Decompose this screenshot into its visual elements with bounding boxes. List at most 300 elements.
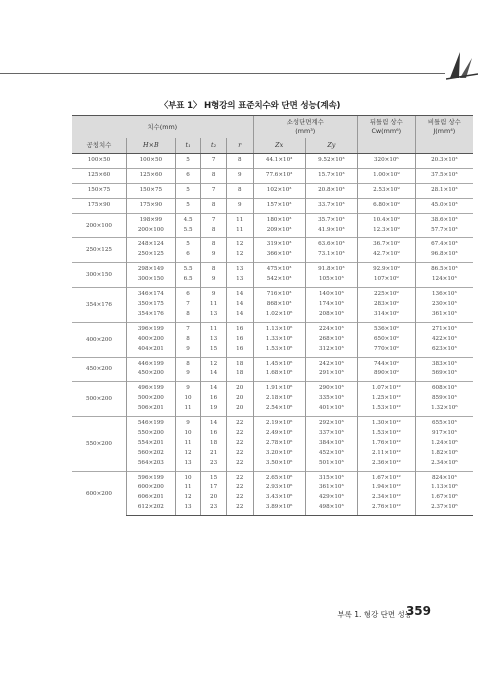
table-cell: 22 — [226, 493, 253, 503]
table-cell: 283×10⁹ — [357, 300, 415, 310]
table-cell: 383×10³ — [415, 357, 473, 369]
table-row — [72, 226, 473, 238]
table-cell: 1.53×10¹² — [357, 404, 415, 416]
table-row — [72, 238, 473, 250]
zy-col-header: Zy — [305, 138, 357, 154]
table-cell: 33.7×10³ — [305, 198, 357, 213]
table-cell: 14 — [201, 382, 227, 394]
table-cell: 5 — [175, 154, 201, 169]
table-cell: 290×10³ — [305, 382, 357, 394]
header-rule — [0, 73, 445, 74]
footer-section: 부록 1. 형강 단면 성능 — [337, 610, 412, 619]
table-cell: 16 — [226, 322, 253, 334]
nominal-col-header: 공칭치수 — [72, 138, 126, 154]
table-cell: 11 — [201, 300, 227, 310]
table-cell: 564×203 — [126, 459, 175, 471]
table-row — [72, 382, 473, 394]
table-cell: 1.82×10⁶ — [415, 449, 473, 459]
table-row — [72, 369, 473, 381]
table-cell: 384×10³ — [305, 439, 357, 449]
table-cell: 41.9×10³ — [305, 226, 357, 238]
table-cell: 312×10³ — [305, 345, 357, 357]
t1-col-header: t₁ — [175, 138, 201, 154]
table-cell: 198×99 — [126, 213, 175, 225]
table-cell: 13 — [226, 263, 253, 275]
table-cell: 9 — [175, 345, 201, 357]
table-row — [72, 310, 473, 322]
table-row — [72, 394, 473, 404]
table-cell: 8 — [201, 263, 227, 275]
table-cell: 20 — [226, 394, 253, 404]
table-cell: 5.5 — [175, 263, 201, 275]
table-cell: 38.6×10³ — [415, 213, 473, 225]
table-row — [72, 483, 473, 493]
table-cell: 14 — [226, 288, 253, 300]
table-cell: 125×60 — [126, 168, 175, 183]
table-cell: 1.53×10¹² — [357, 429, 415, 439]
nominal-size-cell: 450×200 — [72, 357, 126, 382]
table-cell: 9 — [201, 275, 227, 287]
table-cell: 650×10⁹ — [357, 335, 415, 345]
table-cell: 20 — [226, 382, 253, 394]
table-cell: 5 — [175, 238, 201, 250]
table-cell: 5 — [175, 183, 201, 198]
table-cell: 5.5 — [175, 226, 201, 238]
r-col-header: r — [226, 138, 253, 154]
table-cell: 475×10³ — [253, 263, 305, 275]
table-cell: 1.33×10⁶ — [253, 335, 305, 345]
table-cell: 22 — [226, 439, 253, 449]
nominal-size-cell: 150×75 — [72, 183, 126, 198]
table-cell: 3.89×10⁶ — [253, 503, 305, 515]
table-cell: 446×199 — [126, 357, 175, 369]
table-cell: 2.76×10¹² — [357, 503, 415, 515]
table-cell: 102×10³ — [253, 183, 305, 198]
table-cell: 429×10³ — [305, 493, 357, 503]
table-row — [72, 449, 473, 459]
table-cell: 10 — [175, 394, 201, 404]
table-cell: 28.1×10³ — [415, 183, 473, 198]
table-cell: 536×10⁹ — [357, 322, 415, 334]
table-cell: 2.34×10⁶ — [415, 459, 473, 471]
table-cell: 2.78×10⁶ — [253, 439, 305, 449]
table-cell: 314×10⁹ — [357, 310, 415, 322]
table-cell: 107×10⁹ — [357, 275, 415, 287]
table-cell: 361×10³ — [415, 310, 473, 322]
table-cell: 13 — [175, 459, 201, 471]
table-cell: 13 — [175, 503, 201, 515]
table-cell: 569×10³ — [415, 369, 473, 381]
table-cell: 11 — [175, 439, 201, 449]
table-cell: 8 — [175, 310, 201, 322]
table-cell: 824×10³ — [415, 471, 473, 483]
table-cell: 9.52×10³ — [305, 154, 357, 169]
table-cell: 354×176 — [126, 310, 175, 322]
table-cell: 6.5 — [175, 275, 201, 287]
table-cell: 346×174 — [126, 288, 175, 300]
table-cell: 96.8×10³ — [415, 250, 473, 262]
table-cell: 542×10³ — [253, 275, 305, 287]
table-row — [72, 198, 473, 213]
table-cell: 608×10³ — [415, 382, 473, 394]
table-cell: 1.53×10⁶ — [253, 345, 305, 357]
nominal-size-cell: 100×50 — [72, 154, 126, 169]
table-row — [72, 288, 473, 300]
table-cell: 1.13×10⁶ — [415, 483, 473, 493]
table-cell: 35.7×10³ — [305, 213, 357, 225]
table-cell: 7 — [175, 322, 201, 334]
table-cell: 12.3×10⁹ — [357, 226, 415, 238]
table-cell: 77.6×10³ — [253, 168, 305, 183]
table-cell: 22 — [226, 429, 253, 439]
table-cell: 2.49×10⁶ — [253, 429, 305, 439]
table-cell: 20 — [226, 404, 253, 416]
table-cell: 3.43×10⁶ — [253, 493, 305, 503]
nominal-size-cell: 175×90 — [72, 198, 126, 213]
publisher-logo-icon — [446, 50, 478, 80]
table-cell: 209×10³ — [253, 226, 305, 238]
table-cell: 136×10³ — [415, 288, 473, 300]
table-row — [72, 213, 473, 225]
t2-col-header: t₂ — [201, 138, 227, 154]
hb-col-header: H×B — [126, 138, 175, 154]
table-cell: 18 — [226, 369, 253, 381]
table-cell: 1.25×10¹² — [357, 394, 415, 404]
nominal-size-cell: 354×176 — [72, 288, 126, 323]
table-cell: 10 — [175, 471, 201, 483]
table-cell: 2.37×10⁶ — [415, 503, 473, 515]
table-cell: 404×201 — [126, 345, 175, 357]
table-cell: 45.0×10³ — [415, 198, 473, 213]
table-cell: 335×10³ — [305, 394, 357, 404]
table-cell: 11 — [175, 404, 201, 416]
table-cell: 1.24×10⁶ — [415, 439, 473, 449]
zx-col-header: Zx — [253, 138, 305, 154]
table-cell: 2.36×10¹² — [357, 459, 415, 471]
table-cell: 17 — [201, 483, 227, 493]
table-cell: 5 — [175, 198, 201, 213]
table-cell: 401×10³ — [305, 404, 357, 416]
table-cell: 9 — [175, 417, 201, 429]
table-cell: 230×10³ — [415, 300, 473, 310]
table-cell: 2.53×10⁹ — [357, 183, 415, 198]
table-cell: 15 — [201, 471, 227, 483]
table-row — [72, 168, 473, 183]
table-cell: 596×199 — [126, 471, 175, 483]
table-cell: 744×10⁹ — [357, 357, 415, 369]
table-cell: 366×10³ — [253, 250, 305, 262]
table-cell: 11 — [226, 213, 253, 225]
table-cell: 3.50×10⁶ — [253, 459, 305, 471]
table-row — [72, 503, 473, 515]
table-row — [72, 417, 473, 429]
table-cell: 8 — [175, 357, 201, 369]
nominal-size-cell: 600×200 — [72, 471, 126, 516]
table-cell: 320×10⁶ — [357, 154, 415, 169]
table-cell: 501×10³ — [305, 459, 357, 471]
table-cell: 9 — [226, 168, 253, 183]
table-cell: 1.76×10¹² — [357, 439, 415, 449]
table-cell: 560×202 — [126, 449, 175, 459]
table-row — [72, 357, 473, 369]
table-cell: 19 — [201, 404, 227, 416]
table-cell: 8 — [201, 238, 227, 250]
table-cell: 1.94×10¹² — [357, 483, 415, 493]
table-cell: 224×10³ — [305, 322, 357, 334]
table-cell: 14 — [201, 417, 227, 429]
section-modulus-header: 소성단면계수 (mm³) — [253, 116, 357, 139]
table-cell: 337×10³ — [305, 429, 357, 439]
h-beam-table — [72, 115, 473, 516]
table-cell: 9 — [201, 288, 227, 300]
table-cell: 554×201 — [126, 439, 175, 449]
table-cell: 124×10³ — [415, 275, 473, 287]
table-cell: 100×50 — [126, 154, 175, 169]
table-cell: 271×10³ — [415, 322, 473, 334]
table-row — [72, 439, 473, 449]
table-row — [72, 275, 473, 287]
table-cell: 22 — [226, 449, 253, 459]
table-cell: 21 — [201, 449, 227, 459]
table-cell: 319×10³ — [253, 238, 305, 250]
table-cell: 23 — [201, 459, 227, 471]
table-cell: 716×10³ — [253, 288, 305, 300]
table-cell: 8 — [226, 183, 253, 198]
table-cell: 9 — [175, 382, 201, 394]
table-cell: 2.93×10⁶ — [253, 483, 305, 493]
table-row — [72, 404, 473, 416]
table-row — [72, 493, 473, 503]
table-cell: 12 — [226, 250, 253, 262]
table-cell: 150×75 — [126, 183, 175, 198]
table-cell: 400×200 — [126, 335, 175, 345]
table-cell: 18 — [226, 357, 253, 369]
table-cell: 1.13×10⁶ — [253, 322, 305, 334]
table-cell: 92.9×10⁹ — [357, 263, 415, 275]
table-cell: 1.02×10⁶ — [253, 310, 305, 322]
warping-header: 뒤틀림 상수 Cw(mm⁶) — [357, 116, 415, 139]
table-cell: 208×10³ — [305, 310, 357, 322]
nominal-size-cell: 250×125 — [72, 238, 126, 263]
table-cell: 18 — [201, 439, 227, 449]
table-cell: 22 — [226, 483, 253, 493]
table-cell: 180×10³ — [253, 213, 305, 225]
table-cell: 2.19×10⁶ — [253, 417, 305, 429]
table-cell: 7 — [175, 300, 201, 310]
table-cell: 86.5×10³ — [415, 263, 473, 275]
table-cell: 9 — [226, 198, 253, 213]
table-cell: 12 — [175, 449, 201, 459]
table-cell: 22 — [226, 471, 253, 483]
table-cell: 600×200 — [126, 483, 175, 493]
table-row — [72, 154, 473, 169]
warping-col-spacer — [357, 138, 415, 154]
table-cell: 8 — [201, 226, 227, 238]
table-cell: 12 — [175, 493, 201, 503]
table-cell: 890×10⁹ — [357, 369, 415, 381]
table-body — [72, 154, 473, 516]
table-cell: 1.67×10¹² — [357, 471, 415, 483]
table-cell: 2.54×10⁶ — [253, 404, 305, 416]
table-cell: 4.5 — [175, 213, 201, 225]
table-cell: 1.07×10¹² — [357, 382, 415, 394]
table-cell: 506×201 — [126, 404, 175, 416]
table-cell: 2.11×10¹² — [357, 449, 415, 459]
table-cell: 13 — [226, 275, 253, 287]
table-cell: 1.32×10⁶ — [415, 404, 473, 416]
table-cell: 250×125 — [126, 250, 175, 262]
table-cell: 770×10⁹ — [357, 345, 415, 357]
nominal-size-cell: 500×200 — [72, 382, 126, 417]
table-cell: 422×10³ — [415, 335, 473, 345]
torsion-header: 비틀림 상수 J(mm⁴) — [415, 116, 473, 139]
table-cell: 63.6×10³ — [305, 238, 357, 250]
table-cell: 10 — [175, 429, 201, 439]
table-cell: 2.65×10⁶ — [253, 471, 305, 483]
table-cell: 16 — [201, 429, 227, 439]
table-cell: 500×200 — [126, 394, 175, 404]
table-cell: 157×10³ — [253, 198, 305, 213]
table-cell: 361×10³ — [305, 483, 357, 493]
table-cell: 350×175 — [126, 300, 175, 310]
torsion-col-spacer — [415, 138, 473, 154]
table-caption: 〈부표 1〉 H형강의 표준치수와 단면 성능(계속) — [159, 101, 341, 111]
table-cell: 859×10³ — [415, 394, 473, 404]
table-cell: 1.91×10⁶ — [253, 382, 305, 394]
table-cell: 292×10³ — [305, 417, 357, 429]
table-cell: 10.4×10⁹ — [357, 213, 415, 225]
table-cell: 450×200 — [126, 369, 175, 381]
table-cell: 20 — [201, 493, 227, 503]
table-cell: 8 — [175, 335, 201, 345]
table-cell: 7 — [201, 183, 227, 198]
nominal-size-cell: 550×200 — [72, 417, 126, 472]
table-cell: 1.00×10⁹ — [357, 168, 415, 183]
table-cell: 91.8×10³ — [305, 263, 357, 275]
table-cell: 1.67×10⁶ — [415, 493, 473, 503]
table-cell: 6 — [175, 288, 201, 300]
table-cell: 1.30×10¹² — [357, 417, 415, 429]
table-cell: 396×199 — [126, 322, 175, 334]
table-cell: 1.68×10⁶ — [253, 369, 305, 381]
table-cell: 623×10³ — [415, 345, 473, 357]
nominal-size-cell: 300×150 — [72, 263, 126, 288]
table-row — [72, 263, 473, 275]
table-cell: 15.7×10³ — [305, 168, 357, 183]
table-cell: 6 — [175, 250, 201, 262]
table-cell: 2.34×10¹² — [357, 493, 415, 503]
table-cell: 291×10³ — [305, 369, 357, 381]
table-cell: 452×10³ — [305, 449, 357, 459]
table-cell: 175×90 — [126, 198, 175, 213]
table-row — [72, 345, 473, 357]
table-row — [72, 429, 473, 439]
nominal-size-cell: 200×100 — [72, 213, 126, 238]
table-cell: 6.80×10⁹ — [357, 198, 415, 213]
table-cell: 13 — [201, 310, 227, 322]
table-cell: 300×150 — [126, 275, 175, 287]
table-cell: 14 — [226, 300, 253, 310]
table-cell: 496×199 — [126, 382, 175, 394]
table-cell: 612×202 — [126, 503, 175, 515]
table-cell: 73.1×10³ — [305, 250, 357, 262]
table-cell: 20.8×10³ — [305, 183, 357, 198]
table-cell: 12 — [201, 357, 227, 369]
table-cell: 42.7×10⁹ — [357, 250, 415, 262]
table-cell: 550×200 — [126, 429, 175, 439]
nominal-size-cell: 400×200 — [72, 322, 126, 357]
table-cell: 200×100 — [126, 226, 175, 238]
page-number: 359 — [405, 604, 431, 618]
table-row — [72, 322, 473, 334]
table-cell: 13 — [201, 335, 227, 345]
table-cell: 14 — [201, 369, 227, 381]
table-cell: 315×10³ — [305, 471, 357, 483]
table-cell: 57.7×10³ — [415, 226, 473, 238]
table-row — [72, 250, 473, 262]
nominal-size-cell: 125×60 — [72, 168, 126, 183]
table-row — [72, 459, 473, 471]
table-cell: 7 — [201, 213, 227, 225]
table-row — [72, 335, 473, 345]
table-cell: 7 — [201, 154, 227, 169]
table-cell: 242×10³ — [305, 357, 357, 369]
table-row — [72, 183, 473, 198]
table-cell: 16 — [201, 394, 227, 404]
table-cell: 8 — [201, 168, 227, 183]
table-cell: 174×10³ — [305, 300, 357, 310]
table-cell: 9 — [201, 250, 227, 262]
table-cell: 268×10³ — [305, 335, 357, 345]
table-cell: 23 — [201, 503, 227, 515]
table-cell: 3.20×10⁶ — [253, 449, 305, 459]
table-row — [72, 471, 473, 483]
table-cell: 105×10³ — [305, 275, 357, 287]
table-cell: 8 — [226, 154, 253, 169]
table-cell: 8 — [201, 198, 227, 213]
table-cell: 225×10⁹ — [357, 288, 415, 300]
table-row — [72, 300, 473, 310]
table-cell: 11 — [201, 322, 227, 334]
table-cell: 2.18×10⁶ — [253, 394, 305, 404]
table-cell: 14 — [226, 310, 253, 322]
table-cell: 498×10³ — [305, 503, 357, 515]
table-cell: 1.45×10⁶ — [253, 357, 305, 369]
table-cell: 36.7×10⁹ — [357, 238, 415, 250]
table-cell: 67.4×10³ — [415, 238, 473, 250]
table-cell: 140×10³ — [305, 288, 357, 300]
table-cell: 9 — [175, 369, 201, 381]
table-cell: 22 — [226, 503, 253, 515]
table-cell: 22 — [226, 459, 253, 471]
table-cell: 868×10³ — [253, 300, 305, 310]
table-cell: 606×201 — [126, 493, 175, 503]
table-cell: 11 — [175, 483, 201, 493]
table-cell: 16 — [226, 345, 253, 357]
table-cell: 298×149 — [126, 263, 175, 275]
table-cell: 917×10³ — [415, 429, 473, 439]
table-cell: 20.3×10³ — [415, 154, 473, 169]
table-cell: 15 — [201, 345, 227, 357]
table-cell: 22 — [226, 417, 253, 429]
table-cell: 11 — [226, 226, 253, 238]
table-cell: 16 — [226, 335, 253, 345]
table-cell: 44.1×10³ — [253, 154, 305, 169]
table-cell: 12 — [226, 238, 253, 250]
table-cell: 546×199 — [126, 417, 175, 429]
dims-header: 치수(mm) — [72, 116, 253, 139]
table-cell: 248×124 — [126, 238, 175, 250]
